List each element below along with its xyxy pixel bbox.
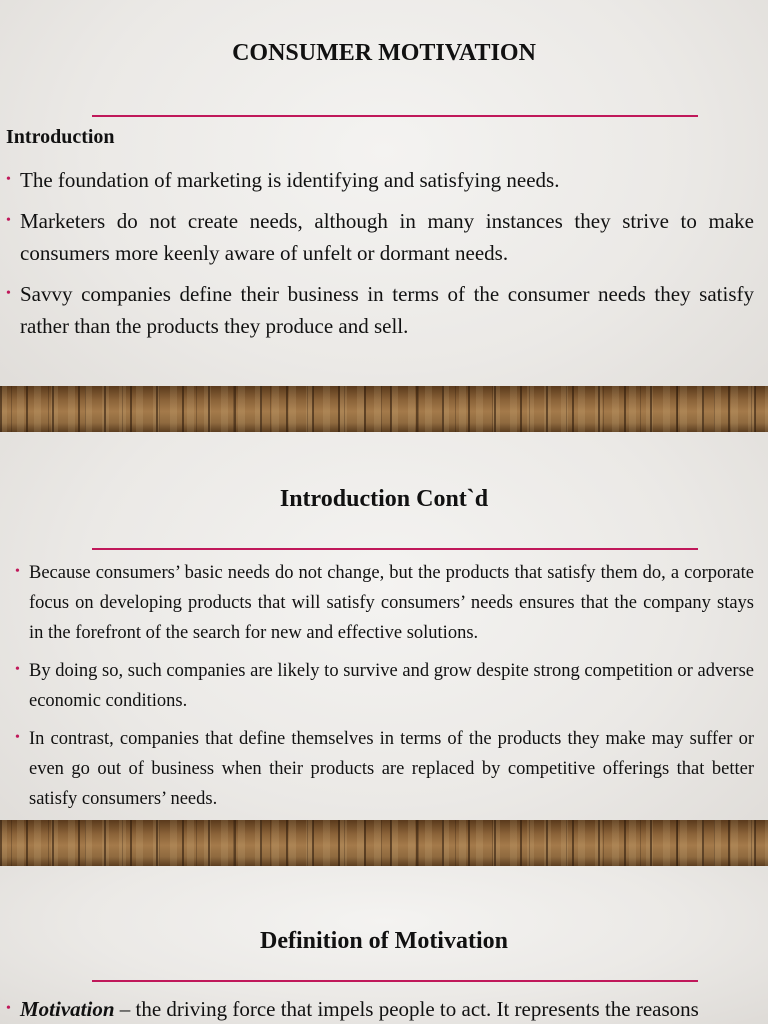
slide-1-title: CONSUMER MOTIVATION [232, 40, 536, 66]
list-item [6, 993, 760, 1024]
definition-keyword: Motivation [20, 997, 115, 1021]
slide-1-title-divider [92, 115, 698, 117]
bullet-dot-icon: • [6, 213, 11, 228]
bullet-dot-icon: • [15, 662, 20, 677]
slide-2-title: Introduction Cont`d [279, 486, 489, 512]
bullet-dot-icon: • [15, 564, 20, 579]
slide-2-bullet-list [15, 558, 754, 822]
slide-1-subheading: Introduction [6, 126, 115, 148]
slide-2 [0, 432, 768, 866]
list-item: • Marketers do not create needs, although in many instances they strive to make consumers more keenly aware of unfelt or dormant needs. [20, 205, 754, 269]
list-item: • Savvy companies define their business in terms of the consumer needs they satisfy rather than the products they produce and sell. [20, 278, 754, 342]
bullet-dot-icon: • [6, 286, 11, 301]
wood-floor-decoration [0, 386, 768, 432]
definition-text: – the driving force that impels people to act. It represents the reasons [114, 997, 699, 1021]
wood-floor-decoration [0, 820, 768, 866]
list-item: • Because consumers’ basic needs do not change, but the products that satisfy them do, a corporate focus on developing products that will satisfy consumers’ needs ensures that the company stays in the forefront of the search for new and effective solutions. [29, 558, 754, 648]
slide-3 [0, 866, 768, 1024]
bullet-dot-icon: • [6, 1001, 11, 1016]
list-item: • In contrast, companies that define themselves in terms of the products they make may suffer or even go out of business when their products are replaced by competitive offerings that better satisfy consumers’ needs. [29, 724, 754, 814]
slide-3-bullet-list [6, 993, 760, 1024]
bullet-dot-icon: • [6, 172, 11, 187]
slide-3-title-divider [92, 980, 698, 982]
slide-3-title: Definition of Motivation [260, 928, 508, 954]
slide-1-bullet-list [6, 164, 754, 351]
list-item: • The foundation of marketing is identifying and satisfying needs. [20, 164, 754, 196]
list-item: • By doing so, such companies are likely to survive and grow despite strong competition or adverse economic conditions. [29, 656, 754, 716]
slide-2-title-divider [92, 548, 698, 550]
slide-1 [0, 0, 768, 432]
bullet-dot-icon: • [15, 730, 20, 745]
